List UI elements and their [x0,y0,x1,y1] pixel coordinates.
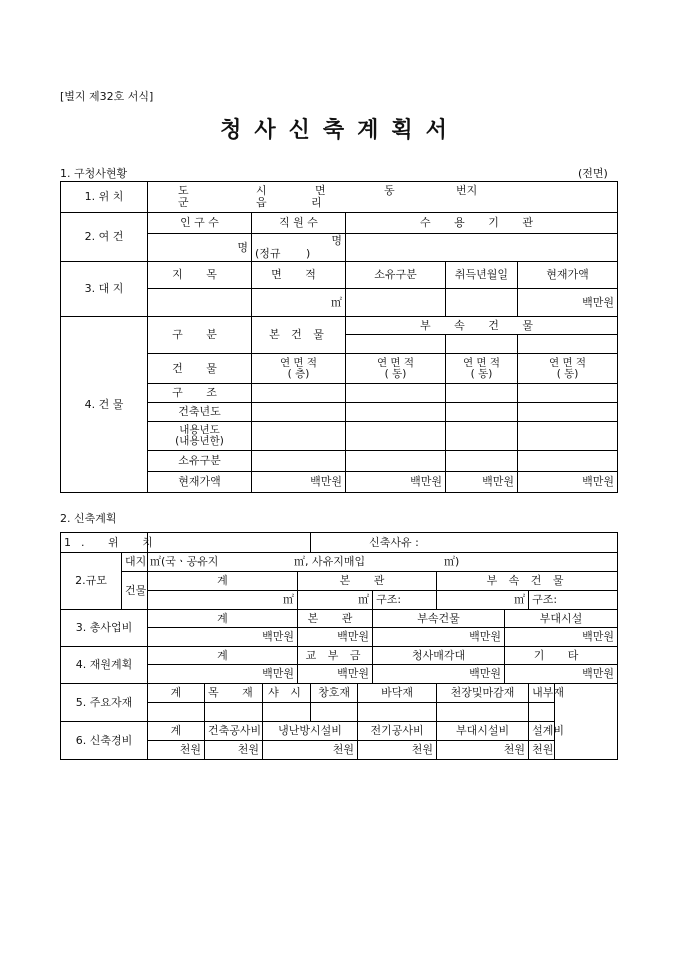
unit-million-won: 백만원 [469,630,502,643]
site-value-field[interactable] [518,289,618,317]
unit-thousand-won: 천원 [179,743,201,756]
annex-1-built-year-field[interactable] [346,403,446,422]
annex-2-structure-field[interactable] [446,384,518,403]
scale-label: 2.규모 [61,553,122,610]
annex-2-ownership-field[interactable] [446,451,518,472]
floor-area-label: 연 면 적 [462,356,501,369]
unit-million-won: 백만원 [310,475,342,488]
structure-label: 구조: [376,593,402,606]
budget-total-header: 계 [148,610,298,628]
main-value-field[interactable] [252,472,346,493]
unit-thousand-won: 천원 [411,743,434,756]
site-label: 3. 대 지 [61,262,148,317]
unit-million-won: 백만원 [337,630,370,643]
si-label: 시 [256,184,267,197]
cost-col-design: 설계비 [529,722,555,741]
annex-2-floor-area-field[interactable] [446,354,518,384]
unit-myeong: 명 [237,240,248,254]
unit-million-won: 백만원 [482,475,514,488]
construction-reason-field[interactable] [311,533,618,553]
funding-grant-header: 교 부 금 [298,647,373,665]
materials-col-ceiling: 천장및마감재 [437,684,529,703]
unit-million-won: 백만원 [469,667,502,680]
annex-2-service-life-field[interactable] [446,422,518,451]
scale-main-area-field[interactable] [298,591,373,610]
funding-etc-header: 기 타 [505,647,618,665]
document-title: 청사신축계획서 [220,118,460,143]
annex-1-name-field[interactable] [346,335,446,354]
annex-3-service-life-field[interactable] [518,422,618,451]
materials-label: 5. 주요자재 [61,684,148,722]
dong-label: 동 [384,184,395,197]
site-sub-label: 대지 [122,553,148,572]
funding-total-header: 계 [148,647,298,665]
site-area-field[interactable] [252,289,346,317]
site-scale-field[interactable] [148,553,618,572]
structure-label: 구조: [532,593,558,606]
unit-million-won: 백만원 [582,475,615,488]
floor-area-label: 연 면 적 [548,356,587,369]
annex-1-service-life-field[interactable] [346,422,446,451]
cost-electric-field[interactable] [358,741,437,760]
materials-col-interior: 내부재 [529,684,555,703]
agency-header: 수 용 기 관 [346,213,618,234]
new-location-label: 1. 위 치 [61,533,148,553]
population-header: 인 구 수 [148,213,252,234]
budget-aux-field[interactable] [505,628,618,647]
main-service-life-field[interactable] [252,422,346,451]
scale-total-field[interactable] [148,591,298,610]
scale-annex-structure-field[interactable] [529,591,618,610]
materials-sash-field[interactable] [263,703,311,722]
funding-sale-header: 청사매각대 [373,647,505,665]
cost-label: 6. 신축경비 [61,722,148,760]
annex-1-structure-field[interactable] [346,384,446,403]
materials-ceiling-field[interactable] [437,703,529,722]
section-1-title: 1. 구청사현황 [60,167,128,180]
budget-aux-header: 부대시설 [505,610,618,628]
eup-label: 읍 [256,196,267,209]
regular-staff-label: (정규 ) [255,247,311,260]
budget-main-field[interactable] [298,628,373,647]
new-location-field[interactable] [148,533,311,553]
service-life-line-1: 내용년도 [179,424,220,436]
unit-thousand-won: 천원 [503,743,526,756]
beonji-label: 번지 [456,184,478,197]
annex-2-name-field[interactable] [446,335,518,354]
site-value-header: 현재가액 [518,262,618,289]
annex-1-value-field[interactable] [346,472,446,493]
agency-field[interactable] [346,234,618,262]
budget-annex-header: 부속건물 [373,610,505,628]
materials-floor-field[interactable] [358,703,437,722]
construction-plan-table [60,532,618,760]
budget-total-field[interactable] [148,628,298,647]
annex-1-floor-area-field[interactable] [346,354,446,384]
blocks-label: ( 동) [556,367,579,380]
materials-total-field[interactable] [148,703,205,722]
funding-sale-field[interactable] [373,665,505,684]
scale-annex-area-field[interactable] [437,591,529,610]
annex-3-name-field[interactable] [518,335,618,354]
main-building-header: 본 건 물 [252,317,346,354]
unit-million-won: 백만원 [262,667,294,680]
annex-building-header: 부 속 건 물 [346,317,618,335]
unit-million-won: 백만원 [582,295,615,309]
ri-label: 리 [311,196,322,209]
annex-2-built-year-field[interactable] [446,403,518,422]
acquisition-date-field[interactable] [446,289,518,317]
materials-col-floor: 바닥재 [358,684,437,703]
do-label: 도 [178,184,189,197]
gubun-header: 구 분 [148,317,252,354]
unit-million-won: 백만원 [410,475,442,488]
acquisition-date-header: 취득년월일 [446,262,518,289]
floors-label: ( 층) [287,367,310,380]
main-built-year-field[interactable] [252,403,346,422]
form-number-label: [별지 제32호 서식] [60,90,154,103]
scale-main-structure-field[interactable] [373,591,437,610]
staff-header: 직 원 수 [252,213,346,234]
building-label: 4. 건 물 [61,317,148,493]
unit-m2: ㎡ [358,593,370,606]
floor-area-label: 연 면 적 [279,356,318,369]
section-2-title: 2. 신축계획 [60,512,117,525]
floor-area-label: 연 면 적 [376,356,415,369]
jimok-field[interactable] [148,289,252,317]
unit-thousand-won: 천원 [332,743,355,756]
cost-aux-field[interactable] [437,741,529,760]
unit-myeong-staff: 명 [331,234,342,247]
jimok-header: 지 목 [148,262,252,289]
unit-million-won: 백만원 [582,667,615,680]
materials-interior-field[interactable] [529,703,555,722]
budget-main-header: 본 관 [298,610,373,628]
cost-col-aux: 부대시설비 [437,722,529,741]
location-label: 1. 위 치 [61,182,148,213]
myeon-label: 면 [315,184,326,197]
unit-m2: ㎡ [283,593,294,606]
cost-col-electric: 전기공사비 [358,722,437,741]
unit-thousand-won: 천원 [237,743,259,756]
scale-total-header: 계 [148,572,298,591]
funding-etc-field[interactable] [505,665,618,684]
materials-col-window: 창호재 [311,684,358,703]
materials-col-wood: 목 재 [205,684,263,703]
annex-1-ownership-field[interactable] [346,451,446,472]
population-field[interactable] [148,234,252,262]
main-structure-field[interactable] [252,384,346,403]
annex-3-built-year-field[interactable] [518,403,618,422]
funding-total-field[interactable] [148,665,298,684]
ownership-header: 소유구분 [346,262,446,289]
staff-field[interactable] [252,234,346,262]
annex-3-floor-area-field[interactable] [518,354,618,384]
cost-construction-field[interactable] [205,741,263,760]
service-life-label [148,422,252,451]
materials-wood-field[interactable] [205,703,263,722]
main-floor-area-field[interactable] [252,354,346,384]
annex-2-value-field[interactable] [446,472,518,493]
building-sub-label: 건물 [122,572,148,610]
construction-reason-label: 신축사유 : [369,535,419,549]
unit-million-won: 백만원 [262,630,294,643]
annex-3-structure-field[interactable] [518,384,618,403]
current-office-status-table [60,181,618,493]
funding-label: 4. 재원계획 [61,647,148,684]
cost-design-field[interactable] [529,741,555,760]
service-life-line-2: (내용년한) [175,435,224,447]
unit-thousand-won: 천원 [532,743,554,756]
location-field[interactable] [148,182,618,213]
unit-m2: ㎡ [514,593,526,606]
scale-main-header: 본 관 [298,572,437,591]
cost-col-hvac: 냉난방시설비 [263,722,358,741]
unit-million-won: 백만원 [337,667,370,680]
ownership-field[interactable] [346,289,446,317]
cost-col-total: 계 [148,722,205,741]
page-side-label: (전면) [578,167,608,180]
materials-window-field[interactable] [311,703,358,722]
annex-3-ownership-field[interactable] [518,451,618,472]
cost-total-field[interactable] [148,741,205,760]
cost-hvac-field[interactable] [263,741,358,760]
building-value-label: 현재가액 [148,472,252,493]
blocks-label: ( 동) [384,367,407,380]
site-close-text: ㎡) [444,555,460,568]
budget-label: 3. 총사업비 [61,610,148,647]
site-area-header: 면 적 [252,262,346,289]
conditions-label: 2. 여 건 [61,213,148,262]
structure-label: 구 조 [148,384,252,403]
scale-annex-header: 부 속 건 물 [437,572,618,591]
main-ownership-field[interactable] [252,451,346,472]
blocks-label: ( 동) [470,367,493,380]
budget-annex-field[interactable] [373,628,505,647]
funding-grant-field[interactable] [298,665,373,684]
building-row-label: 건 물 [148,354,252,384]
building-ownership-label: 소유구분 [148,451,252,472]
materials-col-total: 계 [148,684,205,703]
annex-3-value-field[interactable] [518,472,618,493]
built-year-label: 건축년도 [148,403,252,422]
unit-million-won: 백만원 [582,630,615,643]
materials-col-sash: 샤 시 [263,684,311,703]
site-public-text: ㎡(국ㆍ공유지 [150,555,219,568]
site-private-text: ㎡, 사유지매입 [294,555,366,568]
cost-col-construction: 건축공사비 [205,722,263,741]
unit-m2: ㎡ [331,295,342,309]
gun-label: 군 [178,196,189,209]
